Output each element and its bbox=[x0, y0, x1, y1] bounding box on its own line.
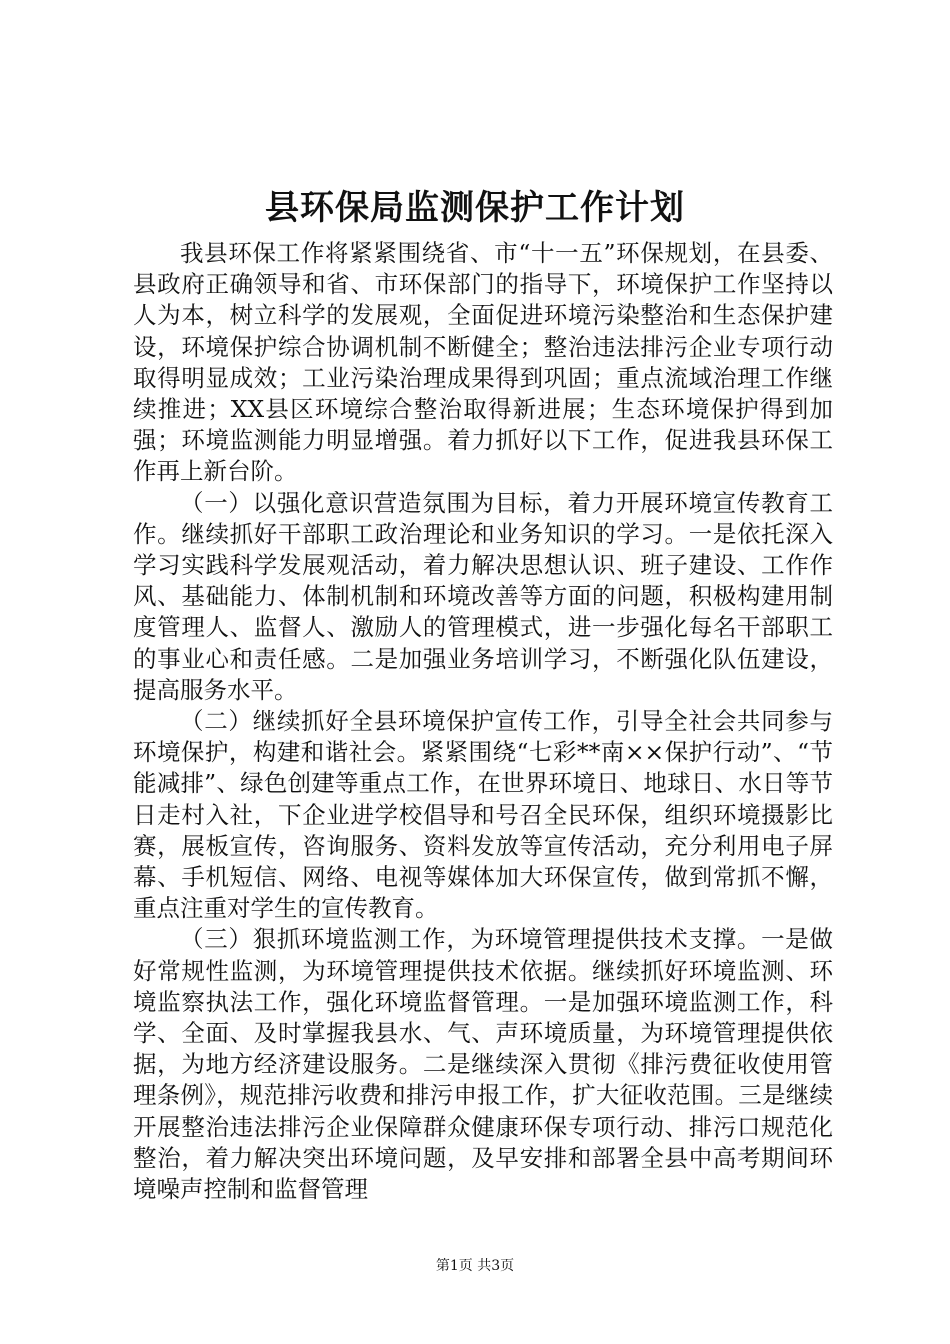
paragraph-section-3: （三）狠抓环境监测工作，为环境管理提供技术支撑。一是做好常规性监测，为环境管理提供技术依据。继续抓好环境监测、环境监察执法工作，强化环境监督管理。一是加强环境监测工作，科学、全面、及时掌握我县水、气、声环境质量，为环境管理提供依据，为地方经济建设服务。二是继续深入贯彻《排污费征收使用管理条例》，规范排污收费和排污申报工作，扩大征收范围。三是继续开展整治违法排污企业保障群众健康环保专项行动、排污口规范化整治，着力解决突出环境问题，及早安排和部署全县中高考期间环境噪声控制和监督管理 bbox=[133, 925, 833, 1204]
document-body bbox=[133, 238, 833, 1205]
page-number-footer: 第1页 共3页 bbox=[435, 1258, 515, 1274]
document-title: 县环保局监测保护工作计划 bbox=[265, 188, 685, 228]
paragraph-section-2: （二）继续抓好全县环境保护宣传工作，引导全社会共同参与环境保护，构建和谐社会。紧紧围绕“七彩**南××保护行动”、“节能减排”、绿色创建等重点工作，在世界环境日、地球日、水日等节日走村入社，下企业进学校倡导和号召全民环保，组织环境摄影比赛，展板宣传，咨询服务、资料发放等宣传活动，充分利用电子屏幕、手机短信、网络、电视等媒体加大环保宣传，做到常抓不懈，重点注重对学生的宣传教育。 bbox=[133, 707, 833, 923]
paragraph-intro: 我县环保工作将紧紧围绕省、市“十一五”环保规划，在县委、县政府正确领导和省、市环保部门的指导下，环境保护工作坚持以人为本，树立科学的发展观，全面促进环境污染整治和生态保护建设，环境保护综合协调机制不断健全；整治违法排污企业专项行动取得明显成效；工业污染治理成果得到巩固；重点流域治理工作继续推进；XX县区环境综合整治取得新进展；生态环境保护得到加强；环境监测能力明显增强。着力抓好以下工作，促进我县环保工作再上新台阶。 bbox=[133, 239, 833, 486]
paragraph-section-1: （一）以强化意识营造氛围为目标，着力开展环境宣传教育工作。继续抓好干部职工政治理论和业务知识的学习。一是依托深入学习实践科学发展观活动，着力解决思想认识、班子建设、工作作风、基础能力、体制机制和环境改善等方面的问题，积极构建用制度管理人、监督人、激励人的管理模式，进一步强化每名干部职工的事业心和责任感。二是加强业务培训学习，不断强化队伍建设，提高服务水平。 bbox=[133, 488, 833, 704]
